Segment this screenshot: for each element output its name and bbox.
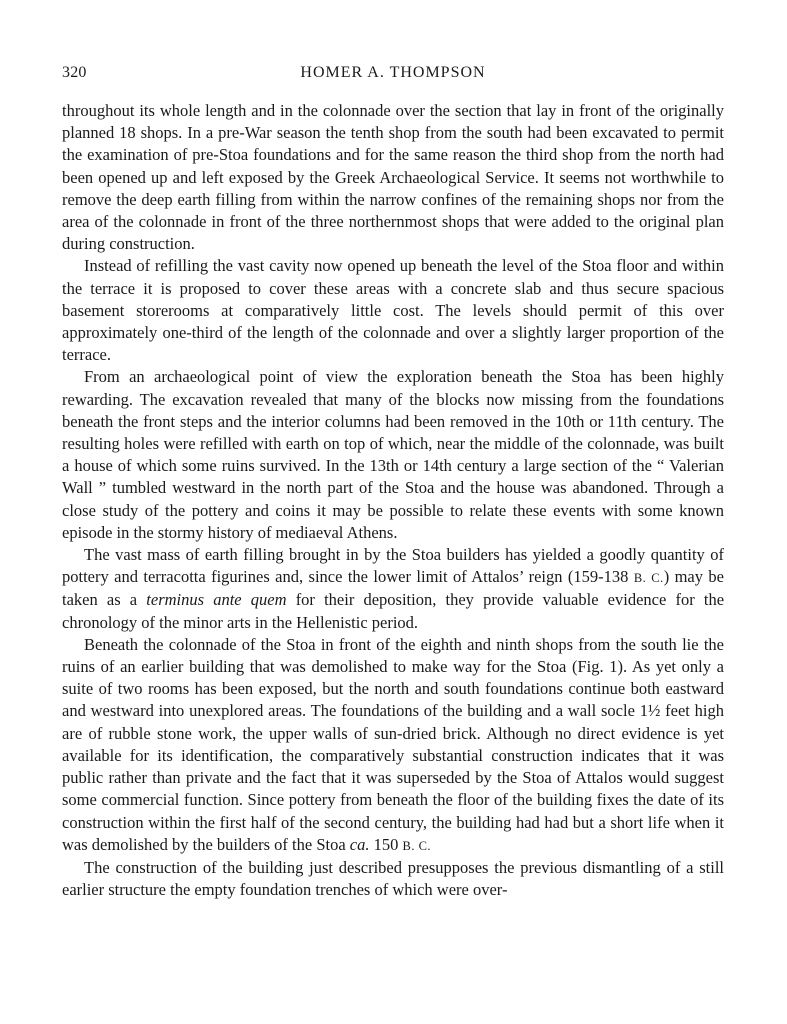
paragraph-1: throughout its whole length and in the colonnade over the section that lay in front of the originally planned 18 shops. In a pre-War season the tenth shop from the south had been excavated to permit the examination of pre-Stoa foundations and for the same reason the third shop from the north had been opened up and left exposed by the Greek Archaeological Service. It seems not worthwhile to remove the deep earth filling from within the narrow confines of the remaining shops nor from the area of the colonnade in front of the three northernmost shops that were added to the original plan during construction. — [62, 101, 724, 254]
paragraph-6: The construction of the building just described presupposes the previous dismantling of a still earlier structure the empty foundation trenches of which were over- — [62, 857, 724, 900]
paragraph-4-text-b: ) may be taken as a — [62, 567, 724, 610]
running-title: HOMER A. THOMPSON — [300, 64, 486, 81]
page-number: 320 — [62, 64, 87, 81]
paragraph-5 — [62, 634, 724, 857]
era-abbrev: B. C. — [633, 571, 664, 586]
page — [62, 64, 724, 901]
paragraph-3: From an archaeological point of view the exploration beneath the Stoa has been highly rewarding. The excavation revealed that many of the blocks now missing from the foundations beneath the front steps and the interior columns had been removed in the 10th or 11th century. The resulting holes were refilled with earth on top of which, near the middle of the colonnade, was built a house of which some ruins survived. In the 13th or 14th century a large section of the “ Valerian Wall ” tumbled westward in the north part of the Stoa and the house was abandoned. Through a close study of the pottery and coins it may be possible to relate these events with some known episode in the stormy history of mediaeval Athens. — [62, 367, 724, 542]
body-text — [62, 100, 724, 901]
running-head — [62, 64, 724, 90]
circa-abbrev: ca. — [349, 834, 370, 854]
paragraph-4-text-a: The vast mass of earth filling brought in by the Stoa builders has yielded a goodly quantity of pottery and terracotta figurines and, since the lower limit of Attalos’ reign (159-138 — [62, 545, 724, 587]
era-abbrev: B. C. — [402, 838, 432, 853]
paragraph-4-text-c: for their deposition, they provide valuable evidence for the chronology of the minor arts in the Hellenistic period. — [62, 590, 725, 632]
paragraph-2: Instead of refilling the vast cavity now opened up beneath the level of the Stoa floor and within the terrace it is proposed to cover these areas with a concrete slab and thus secure spacious basement storerooms at comparatively little cost. The levels should permit of this over approximately one-third of the length of the colonnade and over a slightly larger proportion of the terrace. — [62, 256, 724, 365]
paragraph-4 — [62, 544, 724, 634]
latin-term: terminus ante quem — [146, 590, 287, 610]
paragraph-5-text: Beneath the colonnade of the Stoa in front of the eighth and ninth shops from the south lie the ruins of an earlier building that was demolished to make way for the Stoa (Fig. 1). As yet only a suite of two rooms has been exposed, but the north and south foundations continue both eastward and westward into unexplored areas. The foundations of the building and a wall socle 1½ feet high are of rubble stone work, the upper walls of sun-dried brick. Although no direct evidence is yet available for its identification, the comparatively substantial construction indicates that it was public rather than private and the fact that it was superseded by the Stoa of Attalos would suggest some commercial function. Since pottery from beneath the floor of the building fixes the date of its construction within the first half of the second century, the building had had but a short life when it was demolished by the builders of the Stoa — [62, 634, 724, 854]
date-year: 150 — [373, 834, 399, 854]
